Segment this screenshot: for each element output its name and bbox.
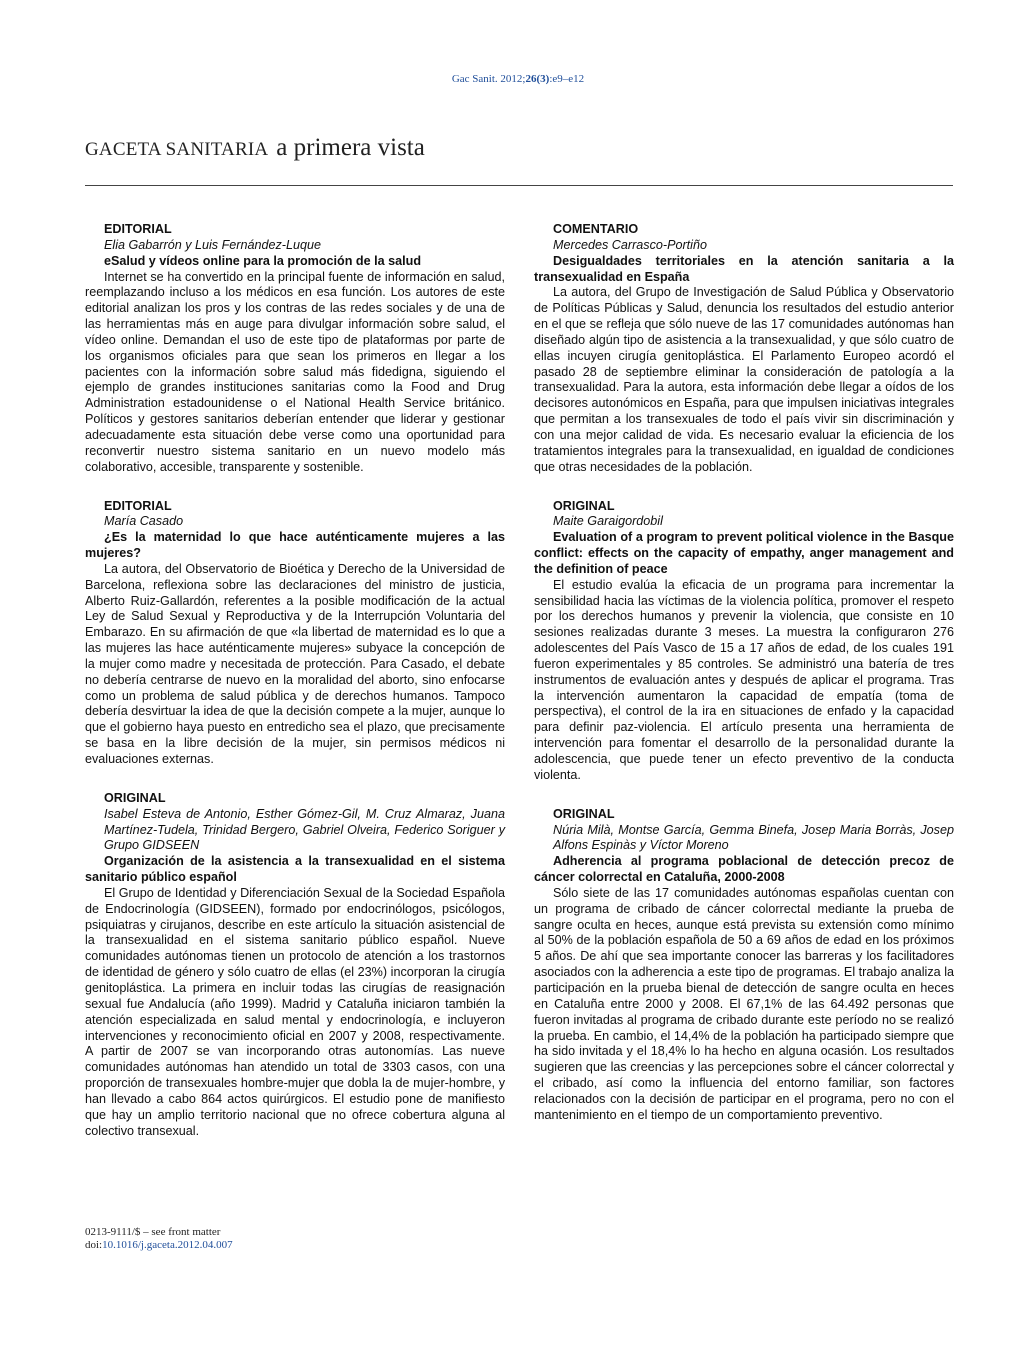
article-authors: Isabel Esteva de Antonio, Esther Gómez-Gil, M. Cruz Almaraz, Juana Martínez-Tudela, Trinidad Bergero, Gabriel Olveira, Federico Soriguer y Grupo GIDSEEN [104, 806, 505, 853]
article-title: Desigualdades territoriales en la atención sanitaria a la transexualidad en España [534, 253, 954, 284]
citation-volume: 26 [525, 73, 537, 85]
right-column [534, 222, 954, 1147]
article-abstract: Sólo siete de las 17 comunidades autónomas españolas cuentan con un programa de cribado de cáncer colorrectal mediante la prueba de sangre oculta en heces, aunque está prevista su extensión como mínimo al 50% de la población española de 50 a 69 años de edad en los próximos 5 años. De ahí que sea importante conocer las barreras y los facilitadores asociados con la adherencia a este tipo de programas. El trabajo analiza la participación en la prueba bienal de detección de sangre oculta en heces en Cataluña entre 2000 y 2008. El 67,1% de las 64.492 personas que fueron invitadas al programa de cribado durante este período no se realizó la prueba. En cambio, el 14,4% de la población ha participado siempre que ha sido invitada y el 18,4% lo ha hecho en alguna ocasión. Los resultados sugieren que las creencias y las percepciones sobre el cáncer colorrectal y el cribado, así como la influencia del entorno familiar, son factores relacionados con la decisión de participar en el programa, pero no con el mantenimiento en el tiempo de un comportamiento preventivo. [534, 885, 954, 1122]
page-header [85, 134, 425, 162]
article-abstract: Internet se ha convertido en la principal fuente de información en salud, reemplazando incluso a los médicos en esa función. Los autores de este editorial analizan los pros y los contras de las redes sociales y de una de las herramientas más en auge para divulgar información sobre salud, el vídeo online. Demandan el uso de este tipo de plataformas por parte de los organismos oficiales para que sean los primeros en llegar a los pacientes con la información sobre salud más fidedigna, siguiendo el ejemplo de grandes instituciones sanitarias como la Food and Drug Administration estadounidense o el National Health Service británico. Políticos y gestores sanitarios deberían entender que liderar y gestionar adecuadamente esta situación debe verse como una oportunidad para reconvertir nuestro sistema sanitario en un nuevo modelo más colaborativo, accesible, transparente y sostenible. [85, 269, 505, 474]
article-title: ¿Es la maternidad lo que hace auténticamente mujeres a las mujeres? [85, 530, 505, 561]
citation-pages: :e9–e12 [549, 73, 585, 85]
article-comentario-desigualdades [534, 222, 954, 476]
journal-citation[interactable] [0, 73, 1020, 85]
article-authors: María Casado [104, 514, 184, 529]
issn-line: 0213-9111/$ – see front matter [85, 1226, 221, 1238]
article-authors: Maite Garaigordobil [553, 514, 663, 529]
header-divider [85, 185, 953, 186]
citation-journal: Gac Sanit. 2012; [451, 73, 526, 85]
doi-link[interactable]: 10.1016/j.gaceta.2012.04.007 [102, 1239, 233, 1251]
article-editorial-maternidad [85, 499, 505, 768]
journal-brand: GACETA SANITARIA [85, 139, 269, 160]
page-footer [85, 1226, 233, 1252]
article-original-transexualidad [85, 791, 505, 1140]
article-title: eSalud y vídeos online para la promoción de la salud [104, 253, 422, 268]
section-subtitle: a primera vista [276, 134, 425, 161]
article-abstract: La autora, del Observatorio de Bioética y Derecho de la Universidad de Barcelona, reflexiona sobre las declaraciones del ministro de justicia, Alberto Ruiz-Gallardón, referentes a la posible modificación de la actual Ley de Salud Sexual y Reproductiva y de la Interrupción Voluntaria del Embarazo. En su afirmación de que «la libertad de maternidad es lo que a las mujeres las hace auténticamente mujeres» subyace la concepción de la mujer como madre y necesitada de protección. Para Casado, el debate no debería centrarse de nuevo en la moralidad del aborto, sino enfocarse como un problema de salud pública y de derechos humanos. Tampoco debería desvirtuar la idea de que la decisión compete a la mujer, aunque lo que el gobierno haya puesto en entredicho sea el plazo, que precisamente se basa en la libre decisión de la mujer, sin permisos médicos ni evaluaciones externas. [85, 561, 505, 766]
article-title: Evaluation of a program to prevent political violence in the Basque conflict: effects on the capacity of empathy, anger management and the definition of peace [534, 530, 954, 576]
doi-label: doi: [85, 1239, 103, 1251]
article-abstract: El Grupo de Identidad y Diferenciación Sexual de la Sociedad Española de Endocrinología (GIDSEEN), formado por endocrinólogos, psicólogos, psiquiatras y cirujanos, describe en este artículo la situación asistencial de la transexualidad en el sistema sanitario público español. Nueve comunidades autónomas tienen un protocolo de atención a los trastornos de identidad de género y sólo cuatro de ellas (el 23%) incorporan la cirugía genitoplástica. La primera en incluir todas las cirugías de reasignación sexual fue Andalucía (año 1999). Madrid y Cataluña iniciaron también la atención especializada en salud mental y endocrinología, e incluyeron intervenciones y reconocimiento oficial en 2007 y 2008, respectivamente. A partir de 2007 se van incorporando otras autonomías. Las nueve comunidades autónomas han atendido un total de 3303 casos, con una proporción de transexuales hombre-mujer que dobla la de mujer-hombre, y han llevado a cabo 864 actos quirúrgicos. El estudio pone de manifiesto que hay un amplio territorio nacional que no ofrece cobertura alguna al colectivo transexual. [85, 885, 505, 1138]
article-section: COMENTARIO [553, 222, 639, 236]
article-original-violence [534, 499, 954, 784]
article-section: ORIGINAL [104, 790, 166, 805]
article-editorial-esalud [85, 222, 505, 476]
article-original-colorrectal [534, 807, 954, 1124]
article-abstract: La autora, del Grupo de Investigación de Salud Pública y Observatorio de Políticas Públicas y Salud, denuncia los resultados del estudio anterior en el que se refleja que sólo nueve de las 17 comunidades autónomas han diseñado algún tipo de asistencia a la transexualidad, y que sólo cuatro de ellas incuyen cirugía genitoplástica. El Parlamento Europeo acordó el pasado 28 de septiembre eliminar la consideración de patología a la transexualidad. Para la autora, esta información debe llegar a oídos de los decisores autonómicos en España, para que impulsen iniciativas integrales que permitan a los transexuales de todo el país vivir sin discriminación y con una mejor calidad de vida. Es necesario evaluar la eficiencia de los tratamientos integrales para la transexualidad, en igualdad de condiciones que otras necesidades de la población. [534, 285, 954, 474]
article-title: Adherencia al programa poblacional de detección precoz de cáncer colorrectal en Cataluña, 2000-2008 [534, 854, 954, 885]
article-section: EDITORIAL [104, 498, 172, 513]
citation-issue: (3) [536, 73, 550, 85]
left-column [85, 222, 505, 1162]
article-authors: Mercedes Carrasco-Portiño [553, 237, 707, 252]
article-section: EDITORIAL [104, 222, 172, 236]
article-authors: Elia Gabarrón y Luis Fernández-Luque [104, 237, 322, 252]
article-abstract: El estudio evalúa la eficacia de un programa para incrementar la sensibilidad hacia las víctimas de la violencia política, promover el respeto por los derechos humanos y prevenir la violencia, que consiste en 10 sesiones realizadas durante 3 meses. La muestra la configuraron 276 adolescentes del País Vasco de 15 a 17 años de edad, de los cuales 191 fueron experimentales y 85 controles. Se administró una batería de tres instrumentos de evaluación antes y después de aplicar el programa. Tras la intervención aumentaron la capacidad de empatía (toma de perspectiva), el control de la ira en situaciones de enfado y la capacidad para definir paz-violencia. El artículo presenta una herramienta de intervención para fomentar el desarrollo de la personalidad durante la adolescencia, que puede tener un efecto preventivo de la conducta violenta. [534, 577, 954, 782]
article-section: ORIGINAL [553, 806, 615, 821]
article-authors: Núria Milà, Montse García, Gemma Binefa, Josep Maria Borràs, Josep Alfons Espinàs y Víctor Moreno [553, 822, 954, 853]
doi-line [85, 1239, 233, 1252]
article-title: Organización de la asistencia a la transexualidad en el sistema sanitario público español [85, 854, 505, 885]
article-section: ORIGINAL [553, 498, 615, 513]
